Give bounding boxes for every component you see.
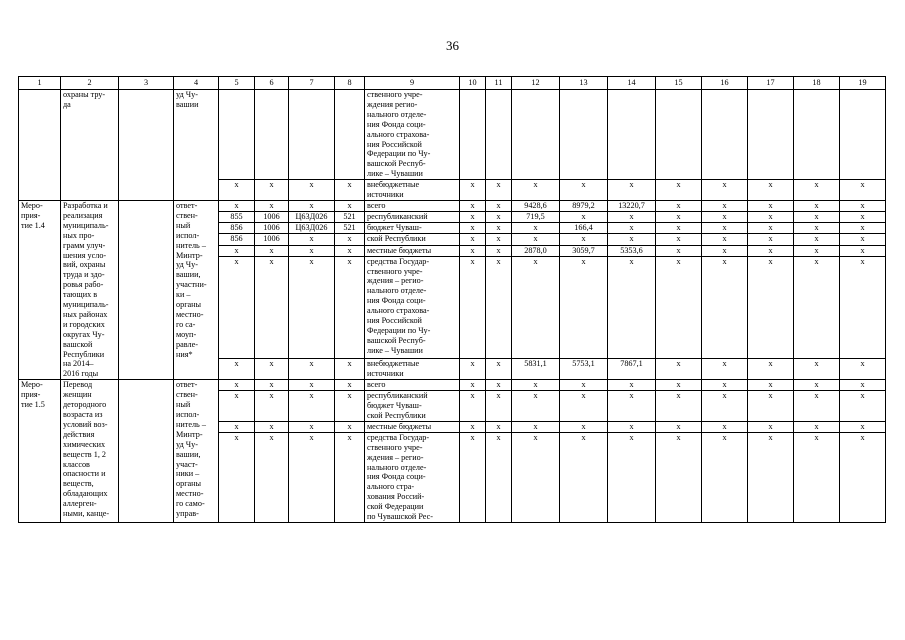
value-cell: х [840,234,886,245]
value-cell: х [656,180,702,201]
value-cell: х [702,380,748,391]
value-cell: х [460,180,486,201]
value-cell: х [608,256,656,358]
executor-cell: ответ- ствен- ный испол- нитель – Минтр- уд Чу- вашии, участ- ники – органы местно- го само- управ- [174,380,219,523]
value-cell: х [608,432,656,522]
value-cell [335,90,365,180]
value-cell: х [748,380,794,391]
value-cell: х [289,432,335,522]
header-row [19,77,886,90]
executor-cell: уд Чу- вашии [174,90,219,201]
value-cell: х [748,212,794,223]
value-cell: х [486,245,512,256]
value-cell: х [255,180,289,201]
value-cell [289,90,335,180]
value-cell: х [255,200,289,211]
value-cell: 9428,6 [512,200,560,211]
value-cell [560,90,608,180]
value-cell: х [335,180,365,201]
value-cell: х [335,256,365,358]
value-cell: х [702,245,748,256]
value-cell [608,90,656,180]
value-cell: х [608,234,656,245]
value-cell: 5353,6 [608,245,656,256]
header-cell: 8 [335,77,365,90]
value-cell: х [794,234,840,245]
value-cell [656,90,702,180]
value-cell: 2878,0 [512,245,560,256]
value-cell: х [219,200,255,211]
value-cell: х [656,200,702,211]
funding-source-cell: бюджет Чуваш- [365,223,460,234]
value-cell: х [794,380,840,391]
value-cell: х [289,391,335,422]
value-cell: 1006 [255,212,289,223]
value-cell: х [702,391,748,422]
funding-source-cell: средства Государ- ственного учре- ждения – регио- нального отделе- ния Фонда соци- ального стра- хования Россий- ской Федерации по Чувашской Рес- [365,432,460,522]
value-cell: х [219,358,255,379]
value-cell: х [608,223,656,234]
budget-table [18,76,886,523]
value-cell: х [794,391,840,422]
value-cell: х [840,200,886,211]
value-cell: х [702,432,748,522]
value-cell: х [656,223,702,234]
value-cell: х [512,256,560,358]
value-cell: х [840,223,886,234]
value-cell: х [460,200,486,211]
value-cell: х [702,180,748,201]
value-cell: Ц63Д026 [289,223,335,234]
funding-source-cell: ственного учре- ждения регио- нального отделе- ния Фонда соци- ального страхова- ния Российской Федерации по Чу- вашской Респуб- лике – Чувашии [365,90,460,180]
value-cell: х [560,234,608,245]
value-cell: х [794,421,840,432]
value-cell: х [460,432,486,522]
value-cell: х [656,256,702,358]
value-cell: х [608,421,656,432]
value-cell: х [702,256,748,358]
empty-cell [119,200,174,379]
value-cell: х [656,358,702,379]
funding-source-cell: республиканский бюджет Чуваш- ской Республики [365,391,460,422]
value-cell: х [486,180,512,201]
header-cell: 4 [174,77,219,90]
measure-name-cell: охраны тру- да [61,90,119,201]
value-cell: х [748,432,794,522]
value-cell: х [748,223,794,234]
value-cell: х [219,380,255,391]
value-cell: х [486,200,512,211]
value-cell: х [219,432,255,522]
table-row [19,380,886,391]
value-cell: х [702,421,748,432]
value-cell: х [512,432,560,522]
value-cell: х [748,358,794,379]
value-cell: х [656,391,702,422]
funding-source-cell: всего [365,380,460,391]
value-cell: х [486,391,512,422]
value-cell: х [794,223,840,234]
header-cell: 9 [365,77,460,90]
value-cell: х [748,234,794,245]
value-cell: х [656,245,702,256]
value-cell: х [486,432,512,522]
value-cell: х [460,391,486,422]
value-cell: 5753,1 [560,358,608,379]
funding-source-cell: всего [365,200,460,211]
funding-source-cell: местные бюджеты [365,421,460,432]
header-cell: 12 [512,77,560,90]
executor-cell: ответ- ствен- ный испол- нитель – Минтр- уд Чу- вашии, участни- ки – органы местно- го са- моуп- равле- ния* [174,200,219,379]
value-cell: 8979,2 [560,200,608,211]
value-cell: х [560,180,608,201]
funding-source-cell: ской Республики [365,234,460,245]
value-cell: х [608,212,656,223]
value-cell: х [460,212,486,223]
measure-name-cell: Разработка и реализация муниципаль- ных про- грамм улуч- шения усло- вий, охраны труда и здо- ровья рабо- тающих в муниципаль- ных районах и городских округах Чу- вашской Республики на 2014– 2016 годы [61,200,119,379]
value-cell: х [460,380,486,391]
value-cell: 719,5 [512,212,560,223]
value-cell: х [335,380,365,391]
value-cell [460,90,486,180]
value-cell: х [748,391,794,422]
value-cell: х [748,180,794,201]
value-cell: х [840,358,886,379]
value-cell: х [794,200,840,211]
row-label-cell: Меро- прия- тие 1.5 [19,380,61,523]
value-cell: х [794,358,840,379]
value-cell: х [608,391,656,422]
header-cell: 13 [560,77,608,90]
value-cell: х [460,245,486,256]
value-cell: х [219,421,255,432]
value-cell: х [335,234,365,245]
funding-source-cell: внебюджетные источники [365,180,460,201]
value-cell: х [560,432,608,522]
table-body [19,90,886,523]
value-cell: х [255,256,289,358]
header-cell: 19 [840,77,886,90]
header-cell: 10 [460,77,486,90]
value-cell: х [794,180,840,201]
value-cell: х [289,200,335,211]
value-cell: х [289,245,335,256]
value-cell: 521 [335,212,365,223]
value-cell: х [840,245,886,256]
value-cell: х [289,180,335,201]
header-cell: 3 [119,77,174,90]
value-cell: х [560,380,608,391]
measure-name-cell: Перевод женщин детородного возраста из условий воз- действия химических веществ 1, 2 классов опасности и веществ, обладающих аллерген- ными, канце- [61,380,119,523]
value-cell: х [289,358,335,379]
value-cell: х [560,391,608,422]
funding-source-cell: республиканский [365,212,460,223]
value-cell: х [255,358,289,379]
value-cell: х [255,421,289,432]
value-cell: х [702,358,748,379]
value-cell: х [840,421,886,432]
value-cell: х [702,200,748,211]
header-cell: 5 [219,77,255,90]
value-cell: х [512,421,560,432]
value-cell: х [219,391,255,422]
header-cell: 15 [656,77,702,90]
value-cell [702,90,748,180]
value-cell: 7867,1 [608,358,656,379]
value-cell: х [840,432,886,522]
value-cell: х [512,391,560,422]
value-cell: х [335,200,365,211]
value-cell: х [748,245,794,256]
page-number: 36 [446,38,459,53]
value-cell: 856 [219,223,255,234]
value-cell: х [486,223,512,234]
value-cell: 3059,7 [560,245,608,256]
value-cell: х [794,432,840,522]
value-cell: х [335,421,365,432]
header-cell: 11 [486,77,512,90]
header-cell: 17 [748,77,794,90]
value-cell [840,90,886,180]
value-cell: х [486,358,512,379]
value-cell [255,90,289,180]
value-cell: х [794,245,840,256]
value-cell: х [486,234,512,245]
value-cell: х [255,380,289,391]
value-cell [794,90,840,180]
value-cell: х [748,200,794,211]
table-row [19,90,886,180]
value-cell: х [460,223,486,234]
value-cell: х [289,380,335,391]
value-cell: х [512,223,560,234]
value-cell: х [656,234,702,245]
empty-cell [119,90,174,201]
value-cell: 855 [219,212,255,223]
value-cell: х [219,245,255,256]
value-cell: х [560,421,608,432]
value-cell [486,90,512,180]
value-cell: х [460,358,486,379]
value-cell: 5831,1 [512,358,560,379]
value-cell: х [335,432,365,522]
value-cell: х [840,380,886,391]
value-cell: х [486,421,512,432]
funding-source-cell: местные бюджеты [365,245,460,256]
value-cell [219,90,255,180]
value-cell: х [335,245,365,256]
header-cell: 6 [255,77,289,90]
row-label-cell: Меро- прия- тие 1.4 [19,200,61,379]
funding-source-cell: внебюджетные источники [365,358,460,379]
value-cell: 856 [219,234,255,245]
empty-cell [119,380,174,523]
value-cell: 1006 [255,234,289,245]
value-cell: х [840,391,886,422]
value-cell: х [560,212,608,223]
value-cell: х [608,380,656,391]
header-cell: 2 [61,77,119,90]
value-cell: х [335,358,365,379]
header-cell: 1 [19,77,61,90]
value-cell [512,90,560,180]
value-cell [748,90,794,180]
header-cell: 16 [702,77,748,90]
value-cell: х [656,432,702,522]
value-cell: х [560,256,608,358]
table-row [19,200,886,211]
value-cell: х [460,256,486,358]
value-cell: х [840,212,886,223]
value-cell: 166,4 [560,223,608,234]
header-cell: 7 [289,77,335,90]
value-cell: х [255,432,289,522]
value-cell: х [702,212,748,223]
value-cell: х [486,380,512,391]
value-cell: х [219,256,255,358]
value-cell: х [840,256,886,358]
value-cell: х [608,180,656,201]
value-cell: х [255,391,289,422]
value-cell: х [289,421,335,432]
value-cell: 1006 [255,223,289,234]
value-cell: х [460,234,486,245]
value-cell: х [289,256,335,358]
value-cell: х [486,212,512,223]
value-cell: х [512,380,560,391]
value-cell: х [794,212,840,223]
value-cell: х [702,223,748,234]
value-cell: х [512,180,560,201]
header-cell: 18 [794,77,840,90]
value-cell: х [748,421,794,432]
value-cell: х [840,180,886,201]
value-cell: х [748,256,794,358]
value-cell: Ц63Д026 [289,212,335,223]
value-cell: х [656,212,702,223]
value-cell: х [255,245,289,256]
value-cell: х [486,256,512,358]
funding-source-cell: средства Государ- ственного учре- ждения – регио- нального отделе- ния Фонда соци- ального страхова- ния Российской Федерации по Чу- вашской Респуб- лике – Чувашии [365,256,460,358]
value-cell: 521 [335,223,365,234]
value-cell: х [656,421,702,432]
value-cell: х [219,180,255,201]
row-label-cell [19,90,61,201]
value-cell: х [460,421,486,432]
value-cell: х [512,234,560,245]
value-cell: 13220,7 [608,200,656,211]
value-cell: х [335,391,365,422]
value-cell: х [794,256,840,358]
value-cell: х [702,234,748,245]
value-cell: х [289,234,335,245]
header-cell: 14 [608,77,656,90]
value-cell: х [656,380,702,391]
